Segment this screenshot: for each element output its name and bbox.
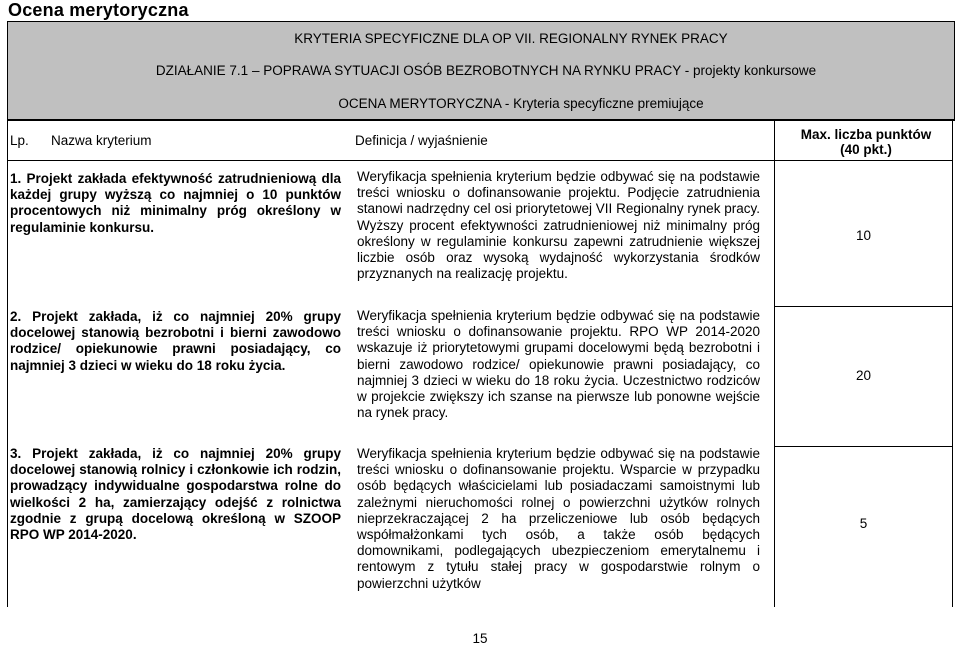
band-line-2: DZIAŁANIE 7.1 – POPRAWA SYTUACJI OSÓB BEZROBOTNYCH NA RYNKU PRACY - projekty konkursowe [155,62,817,78]
header-row-divider [7,160,953,161]
points-row-divider-1 [774,306,953,307]
definition-3: Weryfikacja spełnienia kryterium będzie odbywać się na podstawie treści wniosku o dofinansowanie projektu. Wsparcie w przypadku osób będących właścicielami lub posiadaczami samoistnymi lub zależnymi nieruchomości rolnej o powierzchni użytków rolnych nieprzekraczającej 2 ha przeliczeniowe lub osób będących współmałżonkami tych osób, a także osób będących domownikami, podlegających ubezpieczeniom emerytalnemu i rentowym z tytułu stałej pracy w gospodarstwie rolnym o powierzchni użytków [357,446,760,591]
points-header-line2: (40 pkt.) [840,142,892,157]
definition-1: Weryfikacja spełnienia kryterium będzie odbywać się na podstawie treści wniosku o dofinansowanie projektu. Podjęcie zatrudnienia stanowi nadrzędny cel osi priorytetowej VII Regionalny rynek pracy. Wyższy procent efektywności zatrudnieniowej niż minimalny próg określony w regulaminie konkursu zapewni zatrudnienie większej liczbie osób oraz wysoką wydajność wykorzystania środków przyznanych na realizację projektu. [357,169,760,282]
definition-2: Weryfikacja spełnienia kryterium będzie odbywać się na podstawie treści wniosku o dofinansowanie projektu. RPO WP 2014-2020 wskazuje iż priorytetowymi grupami docelowymi będą bezrobotni i bierni zawodowo rodzice/ opiekunowie prawni posiadający, co najmniej 3 dzieci w wieku do 18 roku życia. Uczestnictwo rodziców w projekcie zwiększy ich szanse na pierwsze lub ponowne wejście na rynek pracy. [357,308,760,421]
column-header-definition: Definicja / wyjaśnienie [355,132,488,148]
points-3: 5 [859,516,868,531]
criterion-3: 3. Projekt zakłada, iż co najmniej 20% grupy docelowej stanowią rolnicy i członkowie ich rodzin, prowadzący indywidualne gospodarstwa rolne do wielkości 2 ha, zamierzający odejść z rolnictwa zgodnie z grupą docelową określoną w SZOOP RPO WP 2014-2020. [10,446,341,543]
table-divider-points [774,120,775,607]
header-band-assessment [7,87,955,121]
points-2: 20 [855,368,872,383]
criterion-1: 1. Projekt zakłada efektywność zatrudnieniową dla każdej grupy wyższą co najmniej o 10 punktów procentowych niż minimalny próg określony w regulaminie konkursu. [10,171,341,235]
page-number: 15 [472,631,488,646]
points-row-divider-2 [774,446,953,447]
column-header-points [780,124,952,160]
column-header-name: Nazwa kryterium [51,132,152,148]
header-band-action [7,53,955,87]
table-border-left [7,120,8,607]
points-1: 10 [855,228,872,243]
points-header-line1: Max. liczba punktów [800,127,932,142]
column-header-lp: Lp. [10,132,29,148]
header-band-criteria [7,21,955,54]
page-title: Ocena merytoryczna [8,0,189,20]
band-line-1: KRYTERIA SPECYFICZNE DLA OP VII. REGIONALNY RYNEK PRACY [294,30,728,46]
criterion-2: 2. Projekt zakłada, iż co najmniej 20% grupy docelowej stanowią bezrobotni i bierni zawodowo rodzice/ opiekunowie prawni posiadający, co najmniej 3 dzieci w wieku do 18 roku życia. [10,309,341,373]
table-border-right [952,120,953,607]
band-line-3: OCENA MERYTORYCZNA - Kryteria specyficzne premiujące [338,95,704,111]
